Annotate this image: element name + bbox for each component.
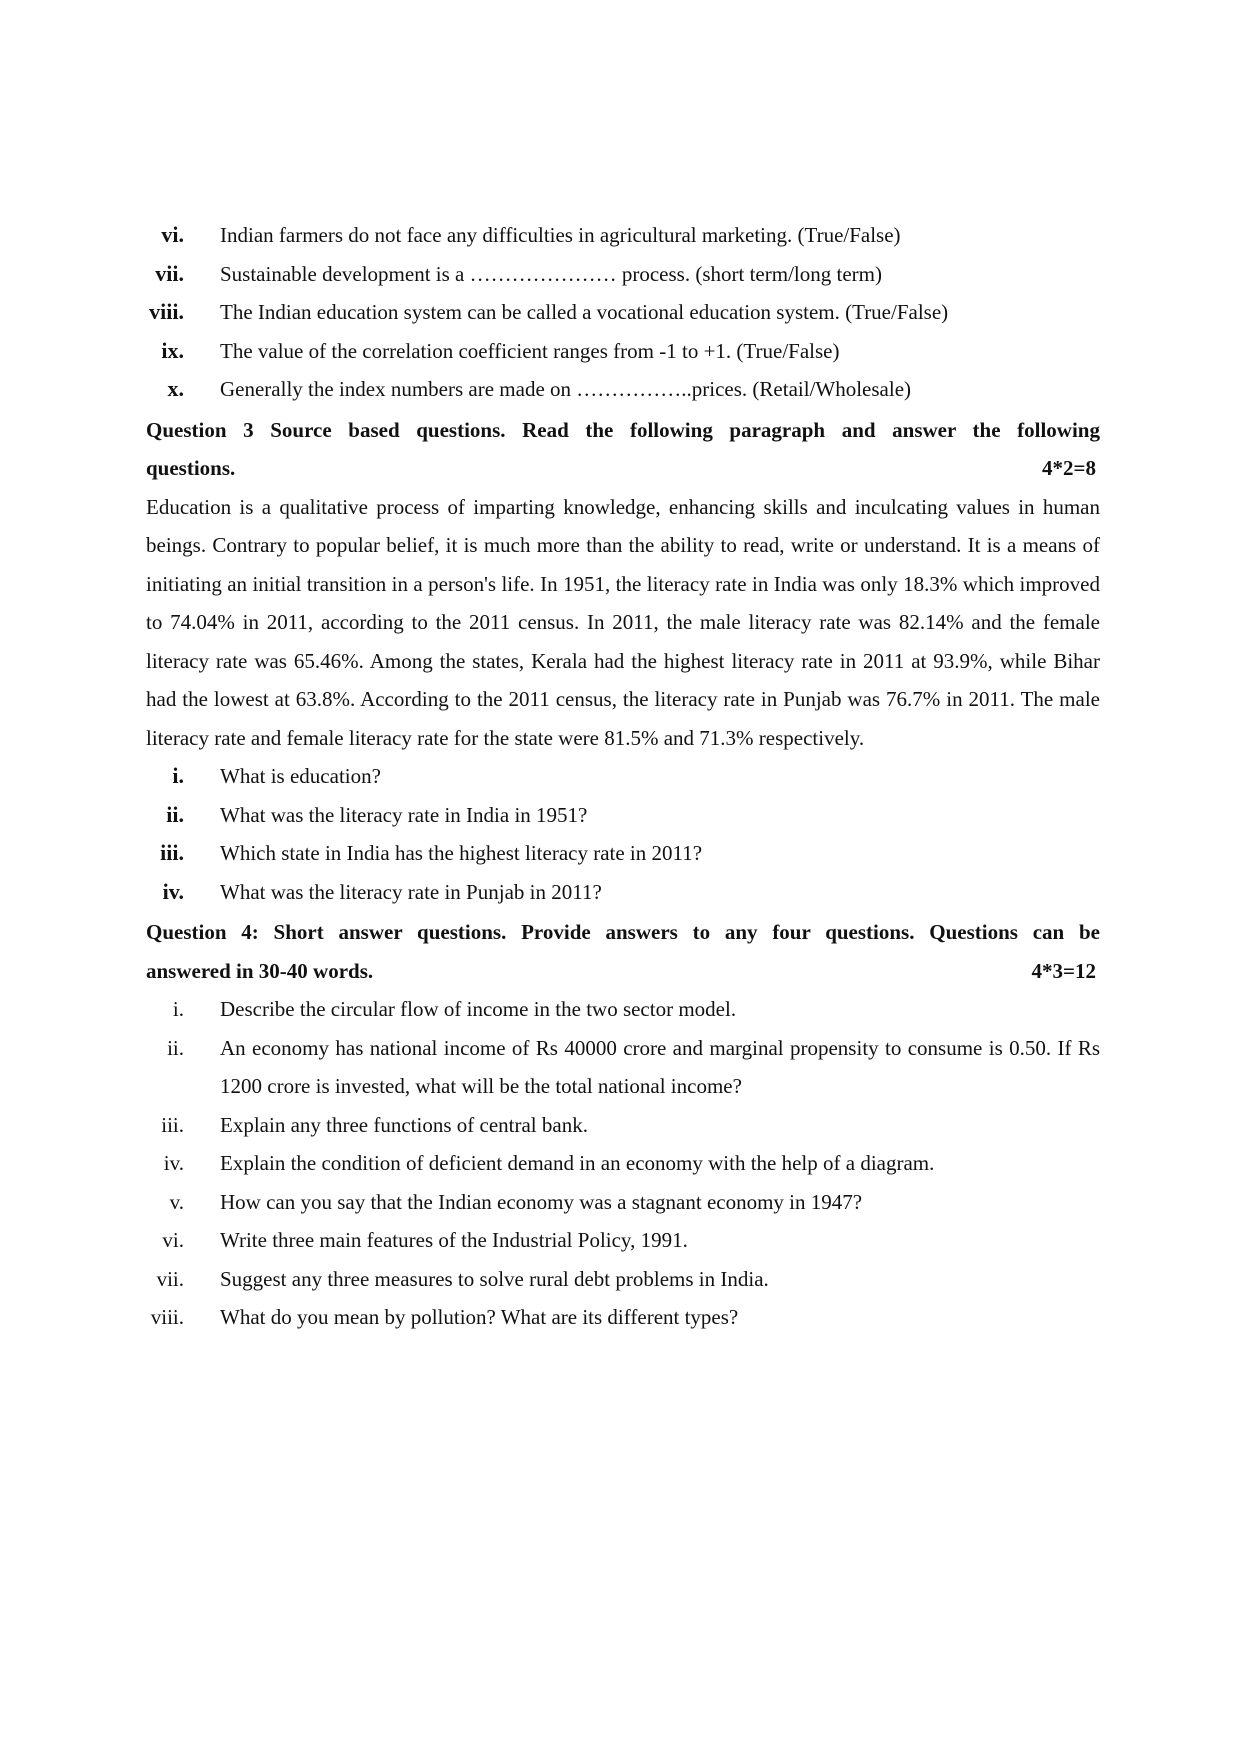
- q3-item-iii: [146, 834, 1100, 873]
- q3-item-ii: [146, 796, 1100, 835]
- item-text: The Indian education system can be called a vocational education system. (True/False): [220, 300, 949, 324]
- item-number: i.: [172, 997, 184, 1021]
- q2-item-vi: [146, 216, 1100, 255]
- item-number: ix.: [161, 337, 184, 363]
- item-text: What do you mean by pollution? What are its different types?: [220, 1305, 739, 1329]
- q4-marks: 4*3=12: [1031, 958, 1096, 983]
- item-text: What is education?: [220, 764, 381, 788]
- q4-item-i: [146, 990, 1100, 1029]
- item-text: What was the literacy rate in Punjab in 2011?: [220, 879, 602, 904]
- item-text: Suggest any three measures to solve rural debt problems in India.: [220, 1266, 769, 1291]
- q3-heading: Question 3 Source based questions. Read the following paragraph and answer the following: [146, 417, 1100, 442]
- q3-marks: 4*2=8: [1042, 456, 1096, 480]
- item-number: iv.: [162, 878, 184, 904]
- q4-item-iii: [146, 1106, 1100, 1145]
- item-text: Explain any three functions of central bank.: [220, 1112, 588, 1137]
- q3-item-i: [146, 757, 1100, 796]
- q4-heading-line2: [146, 952, 1100, 991]
- item-text: Sustainable development is a ………………… process. (short term/long term): [220, 261, 882, 286]
- item-text: The value of the correlation coefficient ranges from -1 to +1. (True/False): [220, 338, 840, 363]
- item-text: What was the literacy rate in India in 1951?: [220, 802, 588, 827]
- q2-item-viii: [146, 293, 1100, 332]
- q4-heading: Question 4: Short answer questions. Provide answers to any four questions. Questions can be: [146, 920, 1100, 944]
- item-number: iv.: [163, 1151, 184, 1175]
- page-content: [146, 216, 1100, 1337]
- item-number: iii.: [160, 840, 184, 865]
- item-number: vii.: [156, 1266, 184, 1291]
- q4-item-viii: [146, 1298, 1100, 1337]
- item-number: vi.: [161, 222, 184, 247]
- item-text: Indian farmers do not face any difficulties in agricultural marketing. (True/False): [220, 223, 901, 247]
- item-number: ii.: [167, 1035, 184, 1060]
- item-number: x.: [167, 376, 184, 401]
- item-number: vi.: [162, 1228, 184, 1252]
- item-text: Which state in India has the highest literacy rate in 2011?: [220, 841, 703, 865]
- q4-item-iv: [146, 1144, 1100, 1183]
- q4-heading-end: answered in 30-40 words.: [146, 958, 374, 983]
- item-text: Describe the circular flow of income in the two sector model.: [220, 997, 737, 1021]
- item-text: An economy has national income of Rs 40000 crore and marginal propensity to consume is 0.50. If Rs 1200 crore is invested, what will be the total national income?: [220, 1035, 1100, 1098]
- item-text: Write three main features of the Industrial Policy, 1991.: [220, 1228, 688, 1252]
- q4-item-vii: [146, 1260, 1100, 1299]
- q3-heading-line2: [146, 449, 1100, 488]
- item-number: ii.: [166, 801, 184, 827]
- item-number: vii.: [155, 260, 184, 286]
- item-text: Generally the index numbers are made on ……………..prices. (Retail/Wholesale): [220, 377, 912, 401]
- q2-item-x: [146, 370, 1100, 409]
- q2-item-vii: [146, 255, 1100, 294]
- item-number: iii.: [161, 1112, 184, 1137]
- q3-item-iv: [146, 873, 1100, 912]
- item-number: viii.: [149, 299, 184, 324]
- item-number: v.: [169, 1189, 184, 1214]
- item-text: How can you say that the Indian economy was a stagnant economy in 1947?: [220, 1189, 863, 1214]
- item-number: viii.: [150, 1305, 184, 1329]
- q3-source-paragraph: Education is a qualitative process of imparting knowledge, enhancing skills and inculcating values in human beings. Contrary to popular belief, it is much more than the ability to read, write or understand. It is a means of initiating an initial transition in a person's life. In 1951, the literacy rate in India was only 18.3% which improved to 74.04% in 2011, according to the 2011 census. In 2011, the male literacy rate was 82.14% and the female literacy rate was 65.46%. Among the states, Kerala had the highest literacy rate in 2011 at 93.9%, while Bihar had the lowest at 63.8%. According to the 2011 census, the literacy rate in Punjab was 76.7% in 2011. The male literacy rate and female literacy rate for the state were 81.5% and 71.3% respectively.: [146, 494, 1100, 750]
- q2-item-ix: [146, 332, 1100, 371]
- q3-heading-end: questions.: [146, 456, 236, 480]
- q4-item-vi: [146, 1221, 1100, 1260]
- q4-item-v: [146, 1183, 1100, 1222]
- item-number: i.: [172, 763, 184, 788]
- item-text: Explain the condition of deficient demand in an economy with the help of a diagram.: [220, 1151, 935, 1175]
- q4-item-ii: [146, 1029, 1100, 1106]
